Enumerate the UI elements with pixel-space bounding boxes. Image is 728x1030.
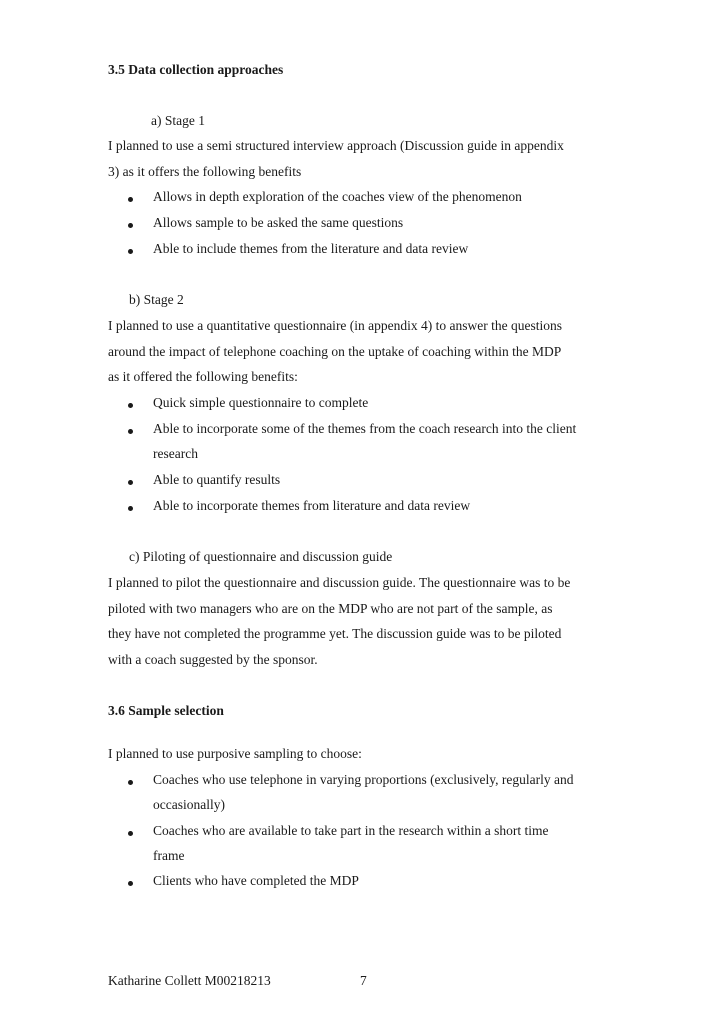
footer-author: Katharine Collett M00218213 [108, 973, 271, 988]
paragraph-line: I planned to use a semi structured interview approach (Discussion guide in appendix [108, 138, 564, 153]
list-item: Allows in depth exploration of the coaches view of the phenomenon [153, 189, 522, 204]
bullet-icon [128, 429, 133, 434]
stage2-label: b) Stage 2 [129, 292, 184, 307]
list-item: Coaches who use telephone in varying proportions (exclusively, regularly and [153, 772, 574, 787]
section-heading-3-6: 3.6 Sample selection [108, 703, 224, 718]
list-item-continuation: frame [153, 848, 185, 863]
list-item-continuation: research [153, 446, 198, 461]
list-item: Able to include themes from the literature and data review [153, 241, 469, 256]
footer-page-number: 7 [360, 973, 367, 988]
list-item: Coaches who are available to take part in the research within a short time [153, 823, 549, 838]
piloting-label: c) Piloting of questionnaire and discussion guide [129, 549, 393, 564]
list-item: Quick simple questionnaire to complete [153, 395, 369, 410]
bullet-icon [128, 780, 133, 785]
paragraph-line: I planned to use purposive sampling to choose: [108, 746, 362, 761]
bullet-icon [128, 881, 133, 886]
paragraph-line: with a coach suggested by the sponsor. [108, 652, 318, 667]
bullet-icon [128, 197, 133, 202]
bullet-icon [128, 831, 133, 836]
paragraph-line: I planned to use a quantitative questionnaire (in appendix 4) to answer the questions [108, 318, 563, 333]
bullet-icon [128, 223, 133, 228]
paragraph-line: around the impact of telephone coaching on the uptake of coaching within the MDP [108, 344, 562, 359]
list-item: Able to incorporate some of the themes from the coach research into the client [153, 421, 577, 436]
section-heading-3-5: 3.5 Data collection approaches [108, 62, 284, 77]
list-item: Allows sample to be asked the same questions [153, 215, 404, 230]
list-item-continuation: occasionally) [153, 797, 225, 812]
paragraph-line: they have not completed the programme yet. The discussion guide was to be piloted [108, 626, 562, 641]
list-item: Clients who have completed the MDP [153, 873, 359, 888]
stage1-label: a) Stage 1 [151, 113, 205, 128]
paragraph-line: 3) as it offers the following benefits [108, 164, 302, 179]
bullet-icon [128, 403, 133, 408]
list-item: Able to incorporate themes from literature and data review [153, 498, 471, 513]
paragraph-line: I planned to pilot the questionnaire and discussion guide. The questionnaire was to be [108, 575, 571, 590]
list-item: Able to quantify results [153, 472, 281, 487]
paragraph-line: as it offered the following benefits: [108, 369, 298, 384]
bullet-icon [128, 249, 133, 254]
bullet-icon [128, 480, 133, 485]
bullet-icon [128, 506, 133, 511]
paragraph-line: piloted with two managers who are on the MDP who are not part of the sample, as [108, 601, 553, 616]
